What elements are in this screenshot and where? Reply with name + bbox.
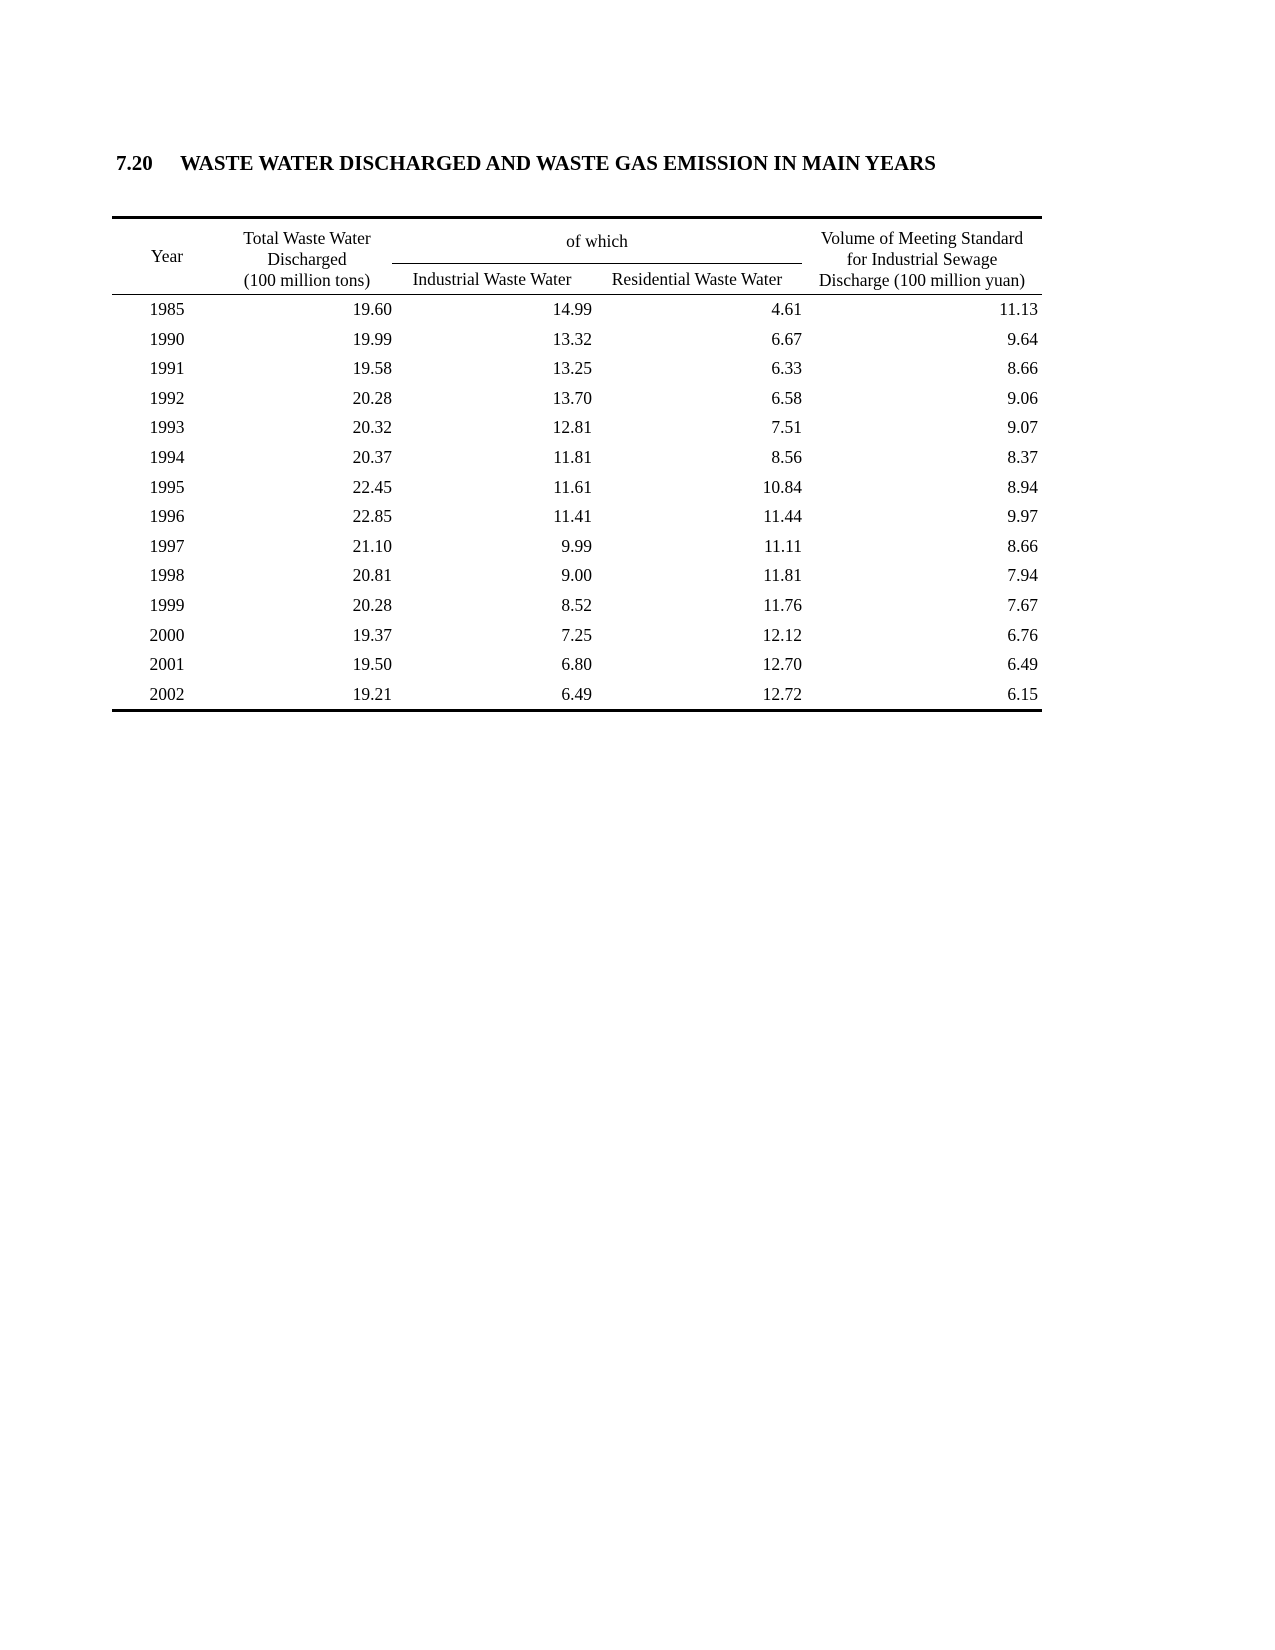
table-row xyxy=(112,561,1042,591)
table-title-text: WASTE WATER DISCHARGED AND WASTE GAS EMISSION IN MAIN YEARS xyxy=(180,151,936,175)
cell-residential: 11.76 xyxy=(763,594,803,615)
table-row xyxy=(112,443,1042,473)
cell-year: 1999 xyxy=(149,594,185,615)
cell-volume: 7.94 xyxy=(1007,565,1039,586)
cell-year: 1997 xyxy=(149,535,185,556)
cell-residential: 6.67 xyxy=(771,328,803,349)
cell-residential: 10.84 xyxy=(762,476,803,497)
cell-total: 19.21 xyxy=(222,680,392,711)
cell-total: 19.99 xyxy=(352,328,392,349)
table-row xyxy=(112,591,1042,621)
table-row xyxy=(112,680,1042,711)
table-row xyxy=(112,502,1042,532)
table-row xyxy=(112,413,1042,443)
cell-total: 19.50 xyxy=(352,654,392,675)
cell-industrial: 11.41 xyxy=(553,506,592,527)
header-of-which: of which xyxy=(392,218,802,264)
cell-year: 1985 xyxy=(149,299,185,319)
table-number: 7.20 xyxy=(116,151,153,175)
cell-residential: 11.81 xyxy=(763,565,803,586)
cell-volume: 8.94 xyxy=(1007,476,1039,497)
cell-volume: 11.13 xyxy=(999,299,1039,319)
header-total-line3: (100 million tons) xyxy=(243,270,371,290)
cell-total: 19.37 xyxy=(352,624,392,645)
cell-industrial: 13.70 xyxy=(552,387,592,408)
cell-volume: 9.07 xyxy=(1007,417,1039,438)
cell-residential: 6.33 xyxy=(771,358,803,379)
header-total-line2: Discharged xyxy=(267,249,347,269)
cell-industrial: 11.61 xyxy=(553,476,592,497)
table-row xyxy=(112,295,1042,325)
cell-volume: 9.64 xyxy=(1007,328,1039,349)
cell-industrial: 7.25 xyxy=(561,624,592,645)
cell-total: 20.81 xyxy=(352,565,392,586)
cell-residential: 8.56 xyxy=(771,446,803,467)
cell-year: 1994 xyxy=(149,446,185,467)
cell-total: 19.58 xyxy=(352,358,392,379)
table-row xyxy=(112,325,1042,355)
cell-residential: 11.44 xyxy=(763,506,803,527)
cell-year: 2002 xyxy=(112,680,222,711)
table-row xyxy=(112,473,1042,503)
page-title xyxy=(116,151,936,176)
header-volume-line3: Discharge (100 million yuan) xyxy=(818,270,1026,290)
cell-industrial: 13.25 xyxy=(552,358,592,379)
cell-industrial: 9.99 xyxy=(561,535,592,556)
cell-year: 1995 xyxy=(149,476,185,497)
table-row xyxy=(112,621,1042,651)
cell-industrial: 8.52 xyxy=(561,594,592,615)
cell-volume: 8.66 xyxy=(1007,358,1039,379)
cell-year: 1990 xyxy=(149,328,185,349)
table-header xyxy=(112,218,1042,295)
cell-industrial: 6.80 xyxy=(561,654,592,675)
cell-residential: 11.11 xyxy=(763,535,803,556)
header-volume-line2: for Industrial Sewage xyxy=(846,249,998,269)
cell-total: 22.85 xyxy=(352,506,392,527)
header-volume-standard xyxy=(802,218,1042,295)
cell-volume: 8.37 xyxy=(1007,446,1039,467)
waste-water-table xyxy=(112,216,1042,712)
table-row xyxy=(112,384,1042,414)
cell-volume: 9.97 xyxy=(1007,506,1039,527)
table-row xyxy=(112,650,1042,680)
cell-year: 1998 xyxy=(149,565,185,586)
cell-industrial: 9.00 xyxy=(561,565,592,586)
cell-volume: 7.67 xyxy=(1007,594,1039,615)
cell-volume: 6.49 xyxy=(1007,654,1039,675)
cell-year: 1993 xyxy=(149,417,185,438)
cell-year: 2000 xyxy=(149,624,185,645)
cell-volume: 6.76 xyxy=(1007,624,1039,645)
cell-industrial: 14.99 xyxy=(552,299,592,319)
cell-industrial: 6.49 xyxy=(392,680,592,711)
cell-total: 21.10 xyxy=(352,535,392,556)
header-industrial-waste-water: Industrial Waste Water xyxy=(392,264,592,295)
cell-total: 20.37 xyxy=(352,446,392,467)
header-residential-waste-water: Residential Waste Water xyxy=(592,264,802,295)
table-row xyxy=(112,532,1042,562)
header-total-waste-water xyxy=(222,218,392,295)
table-row xyxy=(112,354,1042,384)
cell-total: 22.45 xyxy=(352,476,392,497)
cell-industrial: 12.81 xyxy=(552,417,592,438)
header-volume-line1: Volume of Meeting Standard xyxy=(820,228,1024,248)
cell-year: 1996 xyxy=(149,506,185,527)
cell-industrial: 13.32 xyxy=(552,328,592,349)
cell-residential: 6.58 xyxy=(771,387,803,408)
cell-year: 1992 xyxy=(149,387,185,408)
cell-residential: 12.12 xyxy=(762,624,803,645)
table-body xyxy=(112,295,1042,711)
cell-year: 1991 xyxy=(149,358,185,379)
cell-residential: 7.51 xyxy=(771,417,803,438)
header-year: Year xyxy=(112,218,222,295)
data-table-container xyxy=(112,216,1042,712)
cell-total: 19.60 xyxy=(352,299,392,319)
header-total-line1: Total Waste Water xyxy=(243,228,371,248)
cell-volume: 6.15 xyxy=(802,680,1042,711)
cell-total: 20.28 xyxy=(352,387,392,408)
cell-total: 20.28 xyxy=(352,594,392,615)
cell-residential: 12.72 xyxy=(592,680,802,711)
cell-year: 2001 xyxy=(149,654,185,675)
cell-residential: 12.70 xyxy=(762,654,803,675)
cell-industrial: 11.81 xyxy=(553,446,592,467)
cell-volume: 8.66 xyxy=(1007,535,1039,556)
cell-residential: 4.61 xyxy=(771,299,803,319)
cell-volume: 9.06 xyxy=(1007,387,1039,408)
cell-total: 20.32 xyxy=(352,417,392,438)
